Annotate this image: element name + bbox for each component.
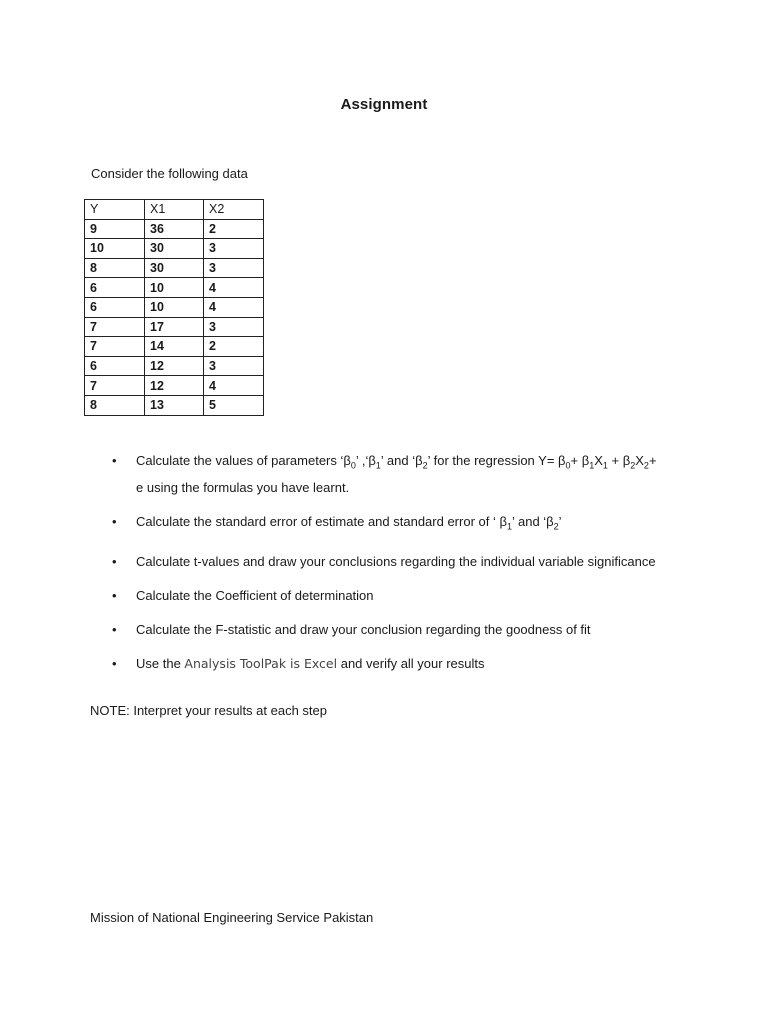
table-cell: 10: [145, 278, 204, 298]
table-cell: 3: [204, 239, 264, 259]
task-text: Calculate the Coefficient of determination: [136, 587, 374, 603]
table-cell: 2: [204, 219, 264, 239]
table-cell: 8: [85, 258, 145, 278]
task-text: Calculate the values of parameters ‘$\beta_0$’ $,‘\beta_1$’ and ‘$\beta_2$’ for the regression $Y= \beta_0+ \beta_1X_1 + \beta_2X_2+ e$ using the formulas you have learnt.: [136, 453, 657, 496]
table-cell: 7: [85, 337, 145, 357]
data-table: [84, 199, 264, 416]
table-header-row: [85, 200, 264, 220]
task-text: Calculate the F-statistic and draw your conclusion regarding the goodness of fit: [136, 621, 591, 637]
bullet-icon: •: [112, 453, 117, 468]
table-cell: 2: [204, 337, 264, 357]
table-row: [85, 317, 264, 337]
task-item: [112, 511, 657, 538]
header-x1: X1: [145, 200, 204, 220]
intro-text: Consider the following data: [91, 166, 248, 181]
table-cell: 8: [85, 395, 145, 415]
table-row: [85, 356, 264, 376]
table-row: [85, 395, 264, 415]
table-cell: 6: [85, 356, 145, 376]
header-y: Y: [85, 200, 145, 220]
table-row: [85, 376, 264, 396]
bullet-icon: •: [112, 514, 117, 530]
task-item: [112, 450, 657, 499]
table-cell: 7: [85, 317, 145, 337]
task-item: [112, 619, 657, 641]
task-item: [112, 551, 657, 573]
table-cell: 12: [145, 376, 204, 396]
table-cell: 9: [85, 219, 145, 239]
table-row: [85, 297, 264, 317]
task-text: Calculate the standard error of estimate and standard error of ‘ $\beta_1$’ and ‘$\beta_2$’: [136, 514, 562, 532]
bullet-icon: •: [112, 655, 117, 671]
table-cell: 5: [204, 395, 264, 415]
table-cell: 4: [204, 297, 264, 317]
task-item: [112, 653, 657, 675]
table-cell: 17: [145, 317, 204, 337]
table-cell: 6: [85, 297, 145, 317]
task-text: Use the Analysis ToolPak is Excel and verify all your results: [136, 655, 485, 671]
bullet-icon: •: [112, 621, 117, 637]
note-text: NOTE: Interpret your results at each step: [90, 703, 327, 718]
table-cell: 3: [204, 258, 264, 278]
task-text: Calculate t-values and draw your conclusions regarding the individual variable significance: [136, 553, 656, 569]
table-row: [85, 258, 264, 278]
table-cell: 10: [145, 297, 204, 317]
task-list: [112, 450, 657, 687]
table-row: [85, 219, 264, 239]
footer-text: Mission of National Engineering Service Pakistan: [90, 910, 374, 925]
table-cell: 4: [204, 376, 264, 396]
table-cell: 13: [145, 395, 204, 415]
page-title: Assignment: [340, 96, 428, 113]
table-row: [85, 337, 264, 357]
table-row: [85, 239, 264, 259]
table-cell: 3: [204, 317, 264, 337]
table-cell: 12: [145, 356, 204, 376]
table-row: [85, 278, 264, 298]
table-cell: 36: [145, 219, 204, 239]
table-body: [85, 219, 264, 415]
bullet-icon: •: [112, 587, 117, 603]
table-cell: 14: [145, 337, 204, 357]
table-cell: 7: [85, 376, 145, 396]
header-x2: X2: [204, 200, 264, 220]
table-cell: 4: [204, 278, 264, 298]
table-cell: 10: [85, 239, 145, 259]
table-cell: 30: [145, 258, 204, 278]
bullet-icon: •: [112, 553, 117, 569]
task-item: [112, 585, 657, 607]
table-cell: 3: [204, 356, 264, 376]
table-cell: 30: [145, 239, 204, 259]
table-cell: 6: [85, 278, 145, 298]
